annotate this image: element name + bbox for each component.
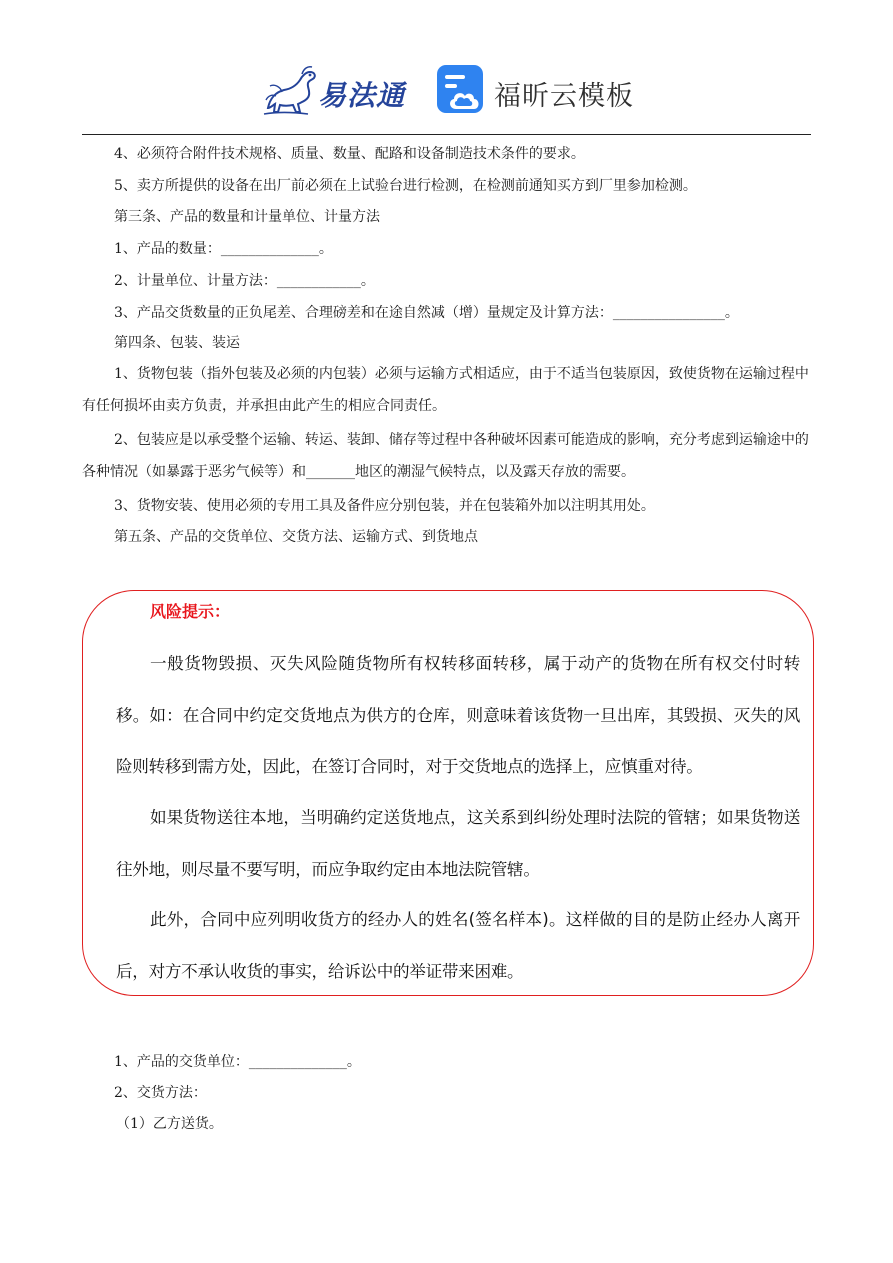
clause-line: 5、卖方所提供的设备在出厂前必须在上试验台进行检测，在检测前通知买方到厂里参加检测。 [114, 178, 697, 194]
clause-line: 1、产品的交货单位：______________。 [114, 1054, 361, 1070]
fuxin-logo-text: 福昕云模板 [494, 81, 634, 112]
section-heading: 第三条、产品的数量和计量单位、计量方法 [114, 209, 380, 225]
section-heading: 第五条、产品的交货单位、交货方法、运输方式、到货地点 [114, 529, 478, 545]
clause-line: 3、货物安装、使用必须的专用工具及备件应分别包装，并在包装箱外加以注明其用处。 [114, 498, 655, 514]
clause-paragraph: 1、货物包装（指外包装及必须的内包装）必须与运输方式相适应，由于不适当包装原因，致使货物在运输过程中有任何损坏由卖方负责，并承担由此产生的相应合同责任。 [82, 366, 809, 414]
risk-notice-paragraph: 如果货物送往本地，当明确约定送货地点，这关系到纠纷处理时法院的管辖；如果货物送往外地，则尽量不要写明，而应争取约定由本地法院管辖。 [116, 808, 800, 879]
clause-line: 2、计量单位、计量方法：____________。 [114, 273, 375, 289]
yifatong-logo-text: 易法通 [318, 79, 406, 112]
section-heading: 第四条、包装、装运 [114, 335, 240, 351]
header-divider [82, 134, 811, 135]
clause-line: 4、必须符合附件技术规格、质量、数量、配路和设备制造技术条件的要求。 [114, 146, 585, 162]
page-header [0, 58, 893, 124]
risk-notice-paragraph: 一般货物毁损、灭失风险随货物所有权转移面转移，属于动产的货物在所有权交付时转移。如：在合同中约定交货地点为供方的仓库，则意味着该货物一旦出库，其毁损、灭失的风险则转移到需方处，因此，在签订合同时，对于交货地点的选择上，应慎重对待。 [116, 654, 800, 776]
fuxin-cloud-template-logo [436, 64, 636, 118]
cloud-document-icon [436, 64, 486, 116]
clause-line: 3、产品交货数量的正负尾差、合理磅差和在途自然减（增）量规定及计算方法：________________。 [114, 305, 739, 321]
qilin-emblem-icon [262, 62, 320, 118]
risk-notice-title: 风险提示： [150, 602, 231, 621]
yifatong-logo [262, 62, 412, 118]
clause-line: （1）乙方送货。 [116, 1116, 223, 1132]
clause-line: 1、产品的数量：______________。 [114, 241, 333, 257]
clause-line: 2、交货方法： [114, 1085, 207, 1101]
clause-paragraph: 2、包装应是以承受整个运输、转运、装卸、储存等过程中各种破坏因素可能造成的影响，充分考虑到运输途中的各种情况（如暴露于恶劣气候等）和_______地区的潮湿气候特点，以及露天存放的需要。 [82, 432, 809, 480]
risk-notice-paragraph: 此外，合同中应列明收货方的经办人的姓名(签名样本)。这样做的目的是防止经办人离开后，对方不承认收货的事实，给诉讼中的举证带来困难。 [116, 910, 800, 981]
